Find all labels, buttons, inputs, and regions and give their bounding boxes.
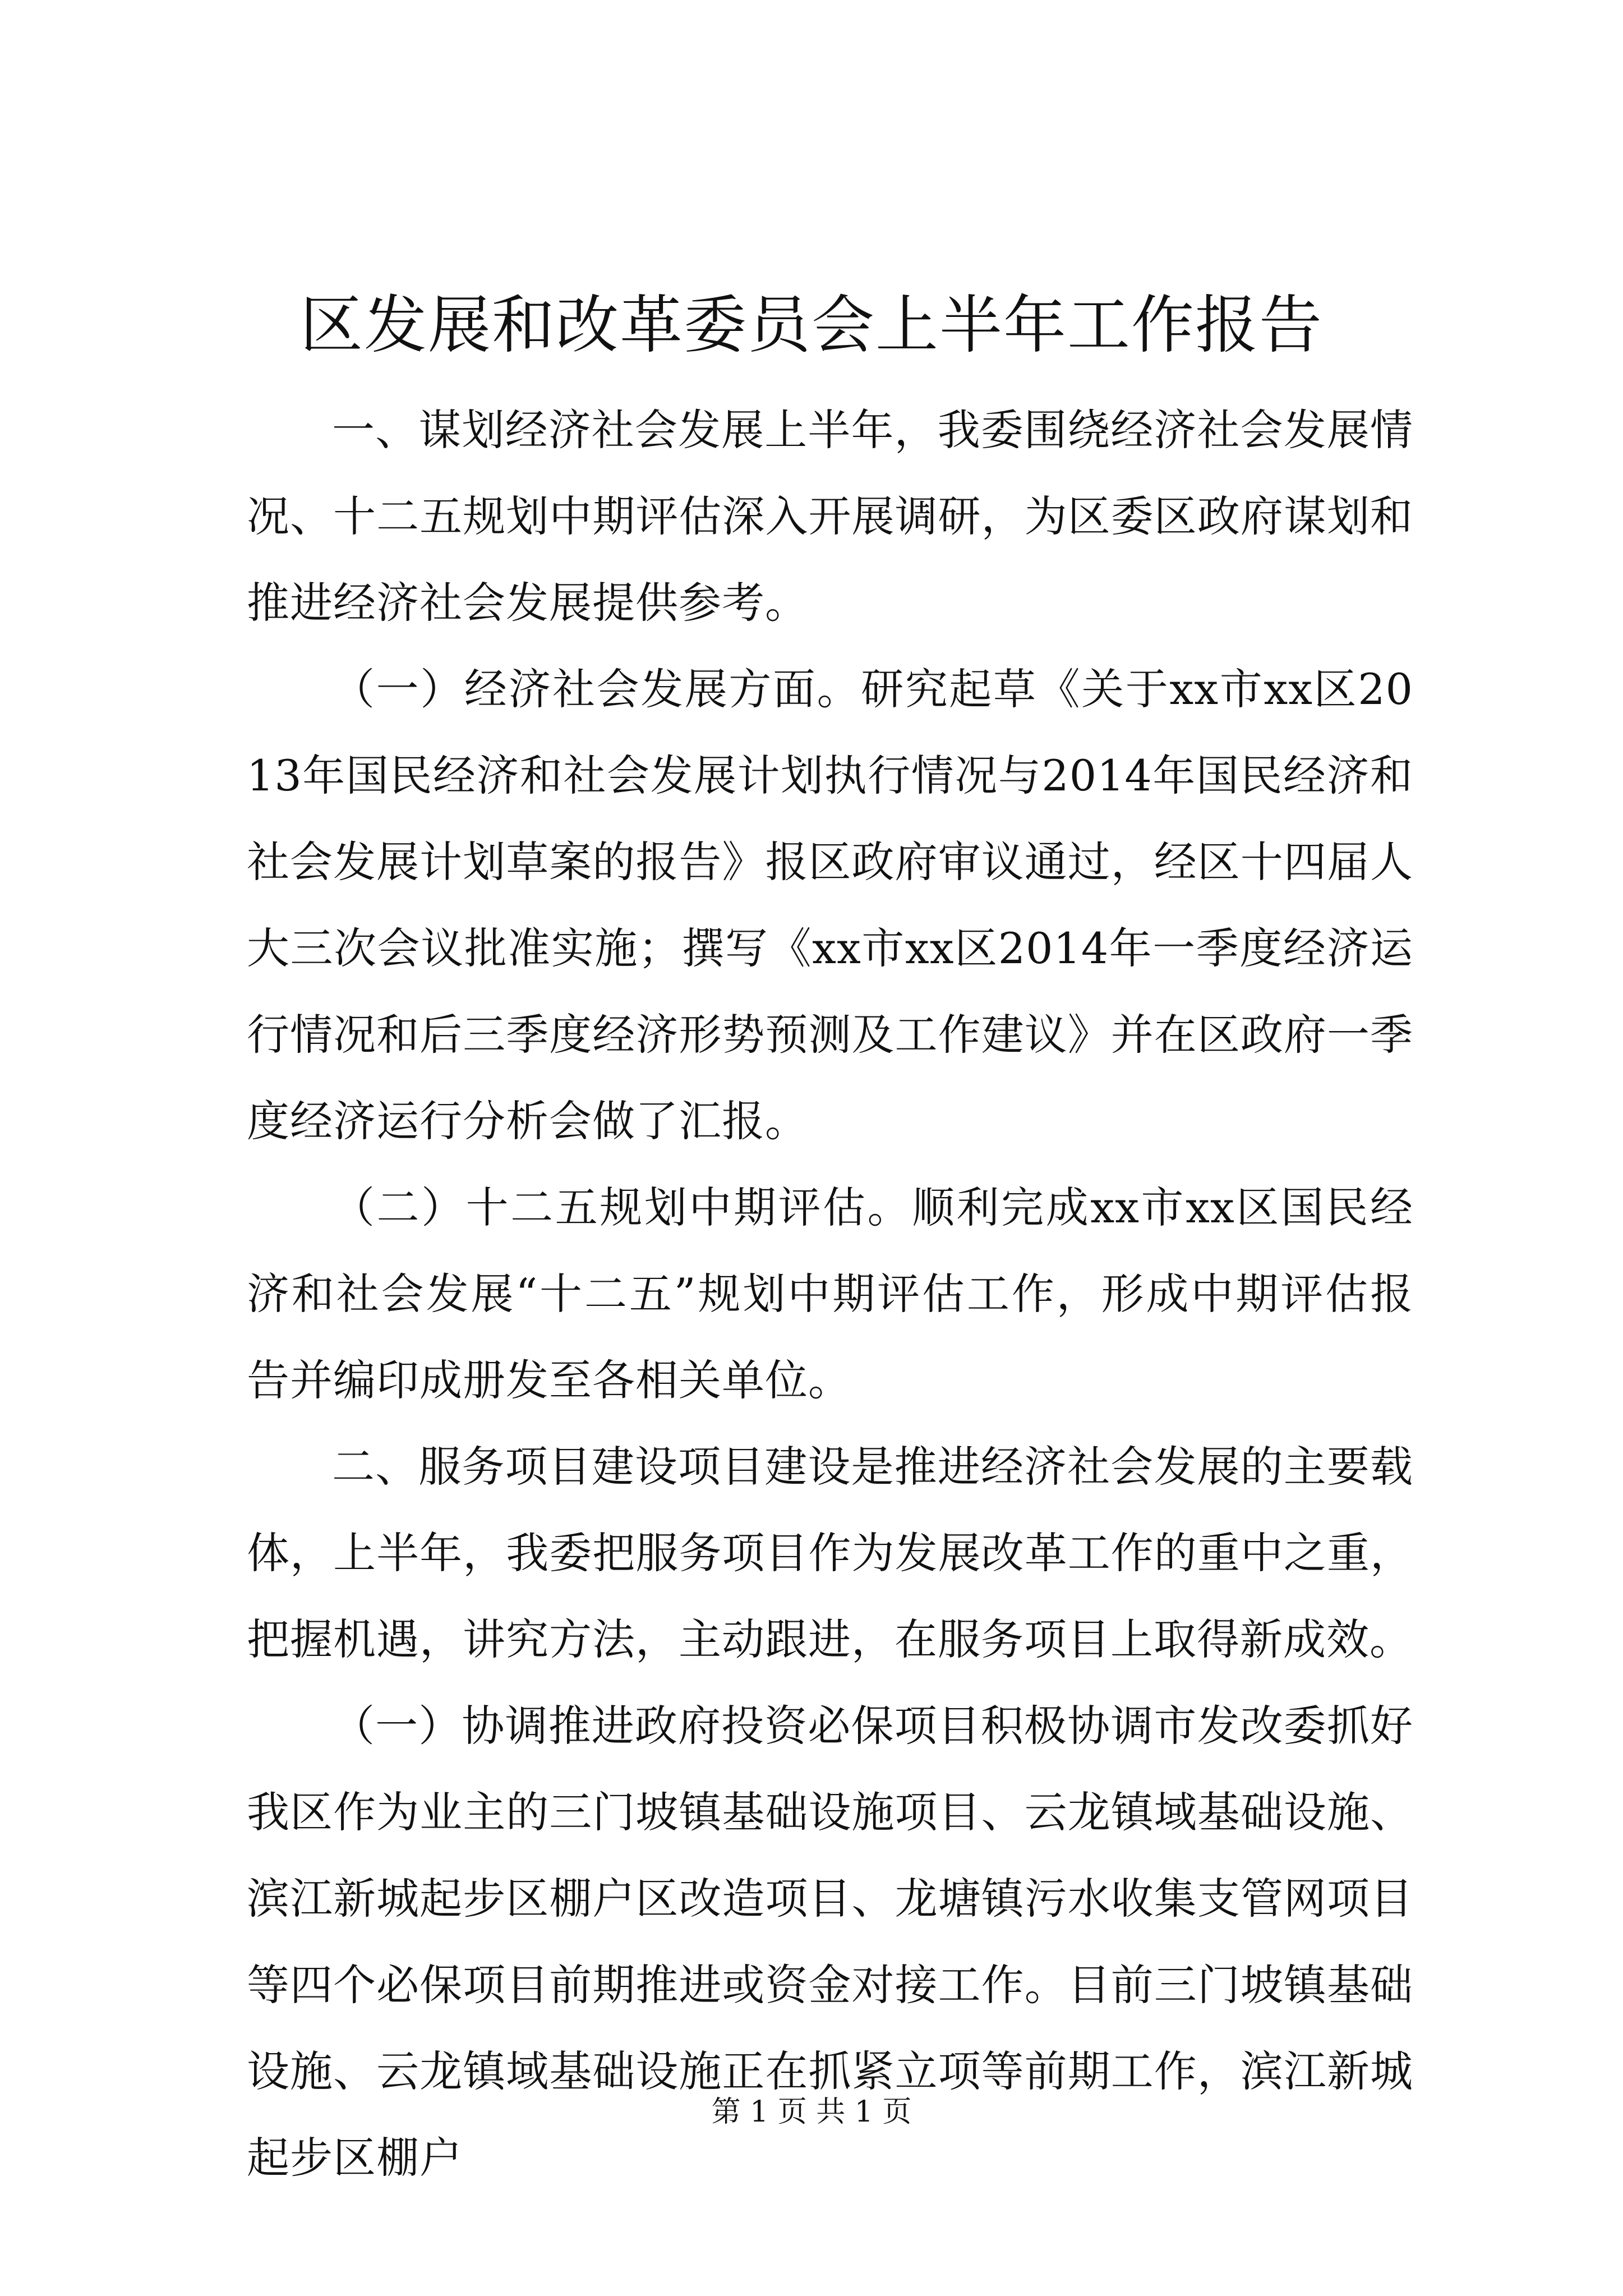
paragraph-5: （一）协调推进政府投资必保项目积极协调市发改委抓好我区作为业主的三门坡镇基础设施项目、云龙镇域基础设施、滨江新城起步区棚户区改造项目、龙塘镇污水收集支管网项目等四个必保项目前期推进或资金对接工作。目前三门坡镇基础设施、云龙镇域基础设施正在抓紧立项等前期工作，滨江新城起步区棚户 xyxy=(247,1701,1413,2183)
paragraph-4: 二、服务项目建设项目建设是推进经济社会发展的主要载体，上半年，我委把服务项目作为发展改革工作的重中之重，把握机遇，讲究方法，主动跟进，在服务项目上取得新成效。 xyxy=(247,1442,1413,1664)
paragraph-2: （一）经济社会发展方面。研究起草《关于xx市xx区2013年国民经济和社会发展计划执行情况与2014年国民经济和社会发展计划草案的报告》报区政府审议通过，经区十四届人大三次会议批准实施；撰写《xx市xx区2014年一季度经济运行情况和后三季度经济形势预测及工作建议》并在区政府一季度经济运行分析会做了汇报。 xyxy=(247,664,1413,1146)
document-title: 区发展和改革委员会上半年工作报告 xyxy=(300,289,1323,362)
page-footer: 第 1 页 共 1 页 xyxy=(711,2095,912,2129)
paragraph-1: 一、谋划经济社会发展上半年，我委围绕经济社会发展情况、十二五规划中期评估深入开展调研，为区委区政府谋划和推进经济社会发展提供参考。 xyxy=(247,405,1413,628)
document-body xyxy=(247,387,1413,2201)
paragraph-3: （二）十二五规划中期评估。顺利完成xx市xx区国民经济和社会发展“十二五”规划中期评估工作，形成中期评估报告并编印成册发至各相关单位。 xyxy=(247,1182,1413,1405)
